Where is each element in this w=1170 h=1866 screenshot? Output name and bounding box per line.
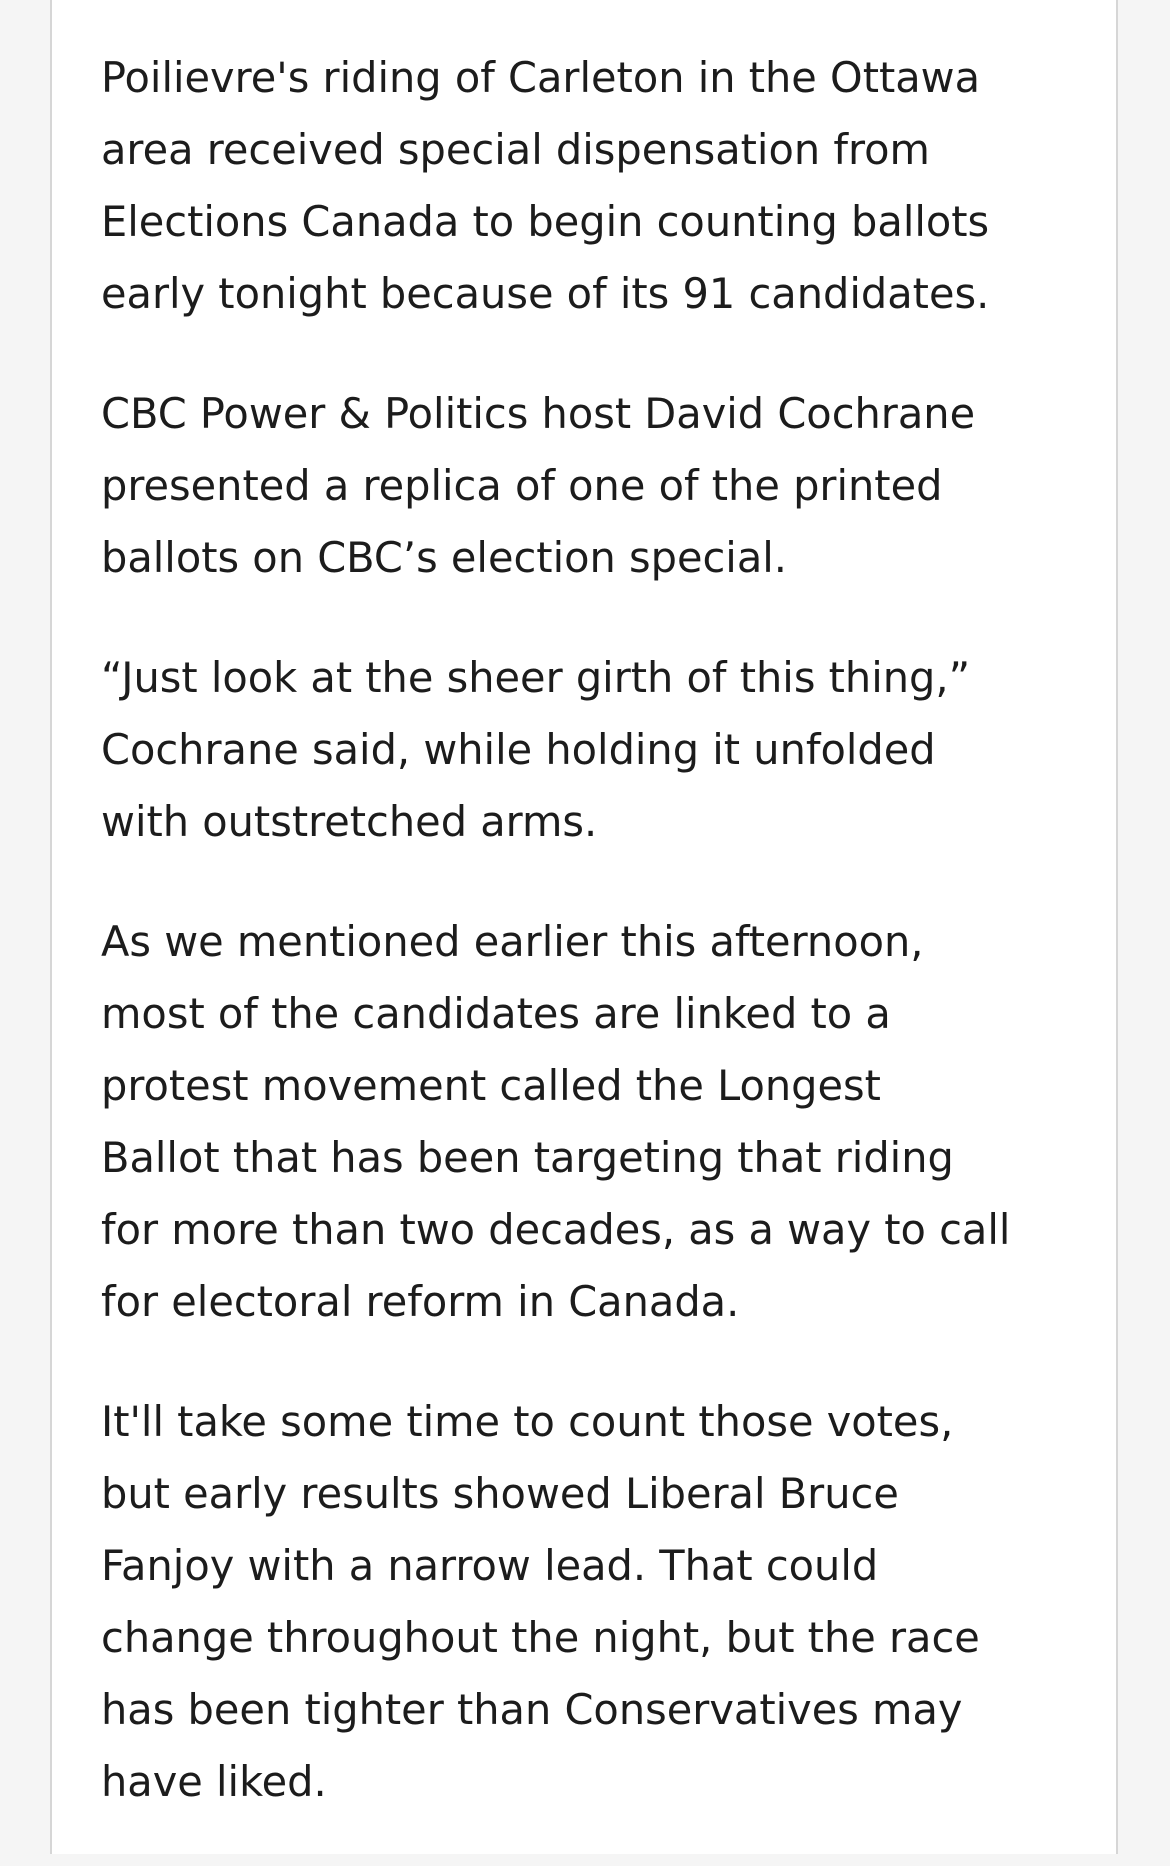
paragraph-line: CBC Power & Politics host David Cochrane xyxy=(101,389,976,438)
paragraph-line: Fanjoy with a narrow lead. That could xyxy=(101,1541,879,1590)
paragraph-line: for more than two decades, as a way to call xyxy=(101,1205,1011,1254)
paragraph-line: have liked. xyxy=(101,1757,327,1806)
article-paragraph-5 xyxy=(101,1386,1101,1818)
article-paragraph-2 xyxy=(101,378,1101,594)
paragraph-line: Cochrane said, while holding it unfolded xyxy=(101,725,936,774)
article-paragraph-1 xyxy=(101,42,1101,330)
paragraph-line: most of the candidates are linked to a xyxy=(101,989,891,1038)
article-card xyxy=(50,0,1118,1854)
paragraph-line: “Just look at the sheer girth of this thing,” xyxy=(101,653,971,702)
paragraph-line: Elections Canada to begin counting ballots xyxy=(101,197,990,246)
article-paragraph-4 xyxy=(101,906,1101,1338)
paragraph-line: ballots on CBC’s election special. xyxy=(101,533,787,582)
paragraph-line: early tonight because of its 91 candidates. xyxy=(101,269,990,318)
paragraph-line: with outstretched arms. xyxy=(101,797,598,846)
paragraph-line: change throughout the night, but the race xyxy=(101,1613,980,1662)
paragraph-line: for electoral reform in Canada. xyxy=(101,1277,740,1326)
article-body xyxy=(101,42,1101,1866)
paragraph-line: Ballot that has been targeting that riding xyxy=(101,1133,954,1182)
paragraph-line: As we mentioned earlier this afternoon, xyxy=(101,917,924,966)
paragraph-line: protest movement called the Longest xyxy=(101,1061,881,1110)
paragraph-line: has been tighter than Conservatives may xyxy=(101,1685,963,1734)
paragraph-line: presented a replica of one of the printed xyxy=(101,461,943,510)
article-paragraph-3 xyxy=(101,642,1101,858)
paragraph-line: Poilievre's riding of Carleton in the Ottawa xyxy=(101,53,981,102)
paragraph-line: area received special dispensation from xyxy=(101,125,930,174)
paragraph-line: but early results showed Liberal Bruce xyxy=(101,1469,899,1518)
paragraph-line: It'll take some time to count those votes, xyxy=(101,1397,954,1446)
